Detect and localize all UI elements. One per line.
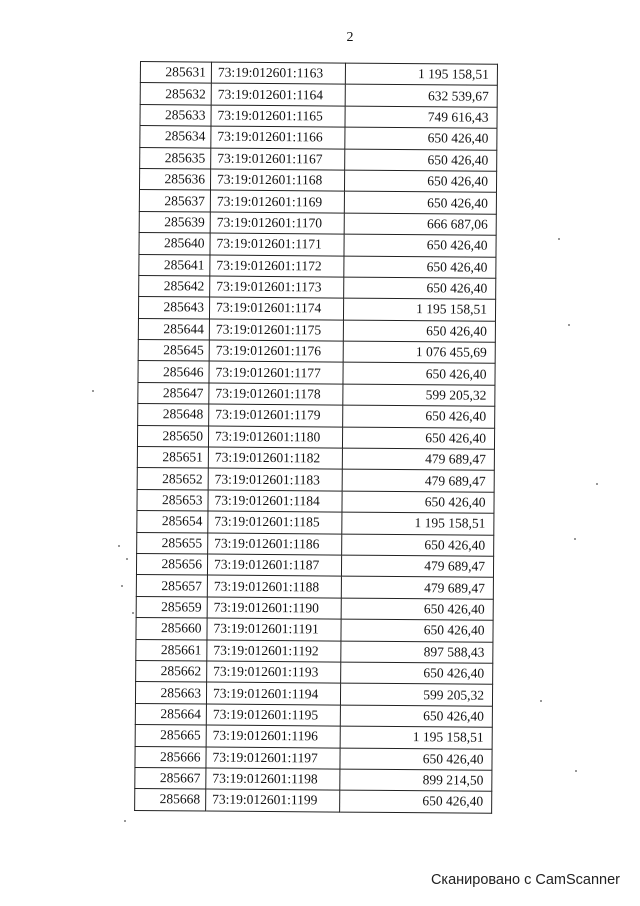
cadastral-number-cell: 73:19:012601:1197 bbox=[206, 747, 340, 769]
row-number-cell: 285656 bbox=[136, 553, 207, 575]
scan-speck bbox=[118, 545, 120, 547]
row-number-cell: 285662 bbox=[136, 660, 207, 682]
table-row bbox=[138, 361, 495, 385]
cadastral-number-cell: 73:19:012601:1176 bbox=[209, 340, 343, 362]
cadastral-value-cell: 650 426,40 bbox=[345, 127, 497, 150]
row-number-cell: 285661 bbox=[136, 639, 207, 661]
cadastral-number-cell: 73:19:012601:1163 bbox=[211, 62, 345, 84]
row-number-cell: 285636 bbox=[139, 168, 210, 190]
table-row bbox=[136, 596, 493, 620]
cadastral-number-cell: 73:19:012601:1199 bbox=[206, 789, 340, 811]
table-row bbox=[135, 789, 492, 813]
row-number-cell: 285665 bbox=[135, 725, 206, 747]
cadastral-value-cell: 479 689,47 bbox=[342, 470, 494, 493]
row-number-cell: 285645 bbox=[138, 340, 209, 362]
scan-speck bbox=[540, 700, 542, 702]
row-number-cell: 285642 bbox=[139, 275, 210, 297]
cadastral-number-cell: 73:19:012601:1168 bbox=[210, 169, 344, 191]
cadastral-number-cell: 73:19:012601:1198 bbox=[206, 768, 340, 790]
row-number-cell: 285635 bbox=[140, 147, 211, 169]
table-row bbox=[139, 254, 496, 278]
scan-speck bbox=[558, 238, 560, 240]
cadastral-number-cell: 73:19:012601:1175 bbox=[209, 319, 343, 341]
cadastral-value-cell: 479 689,47 bbox=[341, 576, 493, 599]
row-number-cell: 285633 bbox=[140, 104, 211, 126]
row-number-cell: 285652 bbox=[137, 468, 208, 490]
row-number-cell: 285640 bbox=[139, 233, 210, 255]
row-number-cell: 285651 bbox=[137, 447, 208, 469]
table-row bbox=[136, 553, 493, 577]
cadastral-value-cell: 650 426,40 bbox=[343, 363, 495, 386]
cadastral-number-cell: 73:19:012601:1169 bbox=[210, 190, 344, 212]
cadastral-value-cell: 650 426,40 bbox=[342, 427, 494, 450]
table-row bbox=[139, 275, 496, 299]
cadastral-number-cell: 73:19:012601:1177 bbox=[209, 362, 343, 384]
cadastral-value-cell: 1 195 158,51 bbox=[343, 298, 495, 321]
cadastral-value-cell: 599 205,32 bbox=[340, 683, 492, 706]
cadastral-value-cell: 479 689,47 bbox=[341, 555, 493, 578]
cadastral-number-cell: 73:19:012601:1166 bbox=[211, 126, 345, 148]
table-row bbox=[138, 382, 495, 406]
row-number-cell: 285644 bbox=[138, 318, 209, 340]
row-number-cell: 285631 bbox=[140, 62, 211, 84]
row-number-cell: 285648 bbox=[138, 404, 209, 426]
table-row bbox=[140, 126, 497, 150]
table-row bbox=[140, 104, 497, 128]
cadastral-value-cell: 650 426,40 bbox=[344, 170, 496, 193]
scan-speck bbox=[568, 324, 570, 326]
cadastral-value-cell: 650 426,40 bbox=[344, 191, 496, 214]
cadastral-number-cell: 73:19:012601:1194 bbox=[206, 682, 340, 704]
table-row bbox=[136, 639, 493, 663]
cadastral-value-cell: 1 195 158,51 bbox=[340, 726, 492, 749]
table-row bbox=[137, 447, 494, 471]
table-row bbox=[137, 489, 494, 513]
cadastral-value-cell: 650 426,40 bbox=[343, 405, 495, 428]
row-number-cell: 285647 bbox=[138, 382, 209, 404]
table-row bbox=[135, 767, 492, 791]
table-row bbox=[139, 168, 496, 192]
row-number-cell: 285659 bbox=[136, 596, 207, 618]
page-number: 2 bbox=[346, 30, 354, 45]
cadastral-number-cell: 73:19:012601:1196 bbox=[206, 725, 340, 747]
table-row bbox=[139, 211, 496, 235]
table-row bbox=[138, 297, 495, 321]
cadastral-value-cell: 1 195 158,51 bbox=[345, 63, 497, 86]
cadastral-number-cell: 73:19:012601:1170 bbox=[210, 212, 344, 234]
row-number-cell: 285667 bbox=[135, 767, 206, 789]
cadastral-value-cell: 1 195 158,51 bbox=[342, 512, 494, 535]
cadastral-value-cell: 650 426,40 bbox=[342, 491, 494, 514]
cadastral-value-cell: 650 426,40 bbox=[341, 598, 493, 621]
scan-speck bbox=[596, 483, 598, 485]
row-number-cell: 285668 bbox=[135, 789, 206, 811]
table-row bbox=[135, 703, 492, 727]
cadastral-number-cell: 73:19:012601:1171 bbox=[210, 233, 344, 255]
row-number-cell: 285653 bbox=[137, 489, 208, 511]
cadastral-number-cell: 73:19:012601:1184 bbox=[208, 490, 342, 512]
scan-speck bbox=[121, 585, 123, 587]
cadastral-value-cell: 650 426,40 bbox=[340, 705, 492, 728]
row-number-cell: 285657 bbox=[136, 575, 207, 597]
scan-speck bbox=[132, 612, 134, 614]
row-number-cell: 285641 bbox=[139, 254, 210, 276]
cadastral-number-cell: 73:19:012601:1188 bbox=[207, 575, 341, 597]
row-number-cell: 285663 bbox=[135, 682, 206, 704]
row-number-cell: 285634 bbox=[140, 126, 211, 148]
cadastral-value-cell: 650 426,40 bbox=[341, 662, 493, 685]
cadastral-value-cell: 899 214,50 bbox=[340, 769, 492, 792]
cadastral-number-cell: 73:19:012601:1182 bbox=[208, 447, 342, 469]
row-number-cell: 285664 bbox=[135, 703, 206, 725]
table-body bbox=[135, 62, 498, 813]
row-number-cell: 285650 bbox=[137, 425, 208, 447]
table-row bbox=[137, 425, 494, 449]
table-row bbox=[140, 147, 497, 171]
cadastral-number-cell: 73:19:012601:1193 bbox=[207, 661, 341, 683]
table-row bbox=[138, 318, 495, 342]
row-number-cell: 285654 bbox=[137, 511, 208, 533]
cadastral-value-cell: 650 426,40 bbox=[344, 256, 496, 279]
cadastral-number-cell: 73:19:012601:1172 bbox=[210, 255, 344, 277]
cadastral-value-cell: 479 689,47 bbox=[342, 448, 494, 471]
table-row bbox=[135, 746, 492, 770]
row-number-cell: 285666 bbox=[135, 746, 206, 768]
row-number-cell: 285655 bbox=[137, 532, 208, 554]
cadastral-value-cell: 650 426,40 bbox=[345, 149, 497, 172]
scan-speck bbox=[126, 558, 128, 560]
cadastral-value-cell: 650 426,40 bbox=[340, 790, 492, 813]
table-row bbox=[135, 725, 492, 749]
cadastral-number-cell: 73:19:012601:1164 bbox=[211, 83, 345, 105]
scan-speck bbox=[575, 770, 577, 772]
cadastral-value-cell: 1 076 455,69 bbox=[343, 341, 495, 364]
row-number-cell: 285637 bbox=[139, 190, 210, 212]
cadastral-number-cell: 73:19:012601:1173 bbox=[210, 276, 344, 298]
cadastral-value-cell: 897 588,43 bbox=[341, 641, 493, 664]
camscanner-watermark: Сканировано с CamScanner bbox=[430, 872, 620, 888]
cadastral-value-cell: 650 426,40 bbox=[342, 534, 494, 557]
cadastral-number-cell: 73:19:012601:1192 bbox=[207, 640, 341, 662]
cadastral-number-cell: 73:19:012601:1180 bbox=[208, 426, 342, 448]
cadastral-number-cell: 73:19:012601:1186 bbox=[208, 533, 342, 555]
cadastral-number-cell: 73:19:012601:1167 bbox=[211, 148, 345, 170]
row-number-cell: 285632 bbox=[140, 83, 211, 105]
row-number-cell: 285646 bbox=[138, 361, 209, 383]
table-row bbox=[138, 340, 495, 364]
table-row bbox=[139, 233, 496, 257]
cadastral-number-cell: 73:19:012601:1165 bbox=[211, 105, 345, 127]
cadastral-value-cell: 666 687,06 bbox=[344, 213, 496, 236]
table-row bbox=[140, 83, 497, 107]
cadastral-value-cell: 749 616,43 bbox=[345, 106, 497, 129]
cadastral-value-cell: 650 426,40 bbox=[344, 234, 496, 257]
row-number-cell: 285643 bbox=[138, 297, 209, 319]
cadastral-value-cell: 650 426,40 bbox=[340, 748, 492, 771]
cadastral-value-cell: 632 539,67 bbox=[345, 85, 497, 108]
cadastral-value-cell: 650 426,40 bbox=[344, 277, 496, 300]
cadastral-number-cell: 73:19:012601:1195 bbox=[206, 704, 340, 726]
cadastral-number-cell: 73:19:012601:1178 bbox=[209, 383, 343, 405]
table-row bbox=[138, 404, 495, 428]
cadastral-number-cell: 73:19:012601:1185 bbox=[208, 511, 342, 533]
cadastral-value-cell: 650 426,40 bbox=[341, 619, 493, 642]
table-row bbox=[135, 682, 492, 706]
cadastral-number-cell: 73:19:012601:1174 bbox=[209, 297, 343, 319]
row-number-cell: 285660 bbox=[136, 618, 207, 640]
table-row bbox=[137, 511, 494, 535]
cadastral-number-cell: 73:19:012601:1183 bbox=[208, 468, 342, 490]
scan-speck bbox=[574, 538, 576, 540]
cadastral-number-cell: 73:19:012601:1191 bbox=[207, 618, 341, 640]
table-row bbox=[136, 660, 493, 684]
row-number-cell: 285639 bbox=[139, 211, 210, 233]
table-row bbox=[140, 62, 497, 86]
scan-speck bbox=[92, 390, 94, 392]
table-row bbox=[137, 468, 494, 492]
table-row bbox=[139, 190, 496, 214]
cadastral-value-cell: 650 426,40 bbox=[343, 320, 495, 343]
cadastral-value-table bbox=[134, 61, 498, 813]
table-row bbox=[137, 532, 494, 556]
cadastral-value-cell: 599 205,32 bbox=[343, 384, 495, 407]
table-row bbox=[136, 575, 493, 599]
cadastral-number-cell: 73:19:012601:1179 bbox=[209, 404, 343, 426]
scan-speck bbox=[124, 820, 126, 822]
table-row bbox=[136, 618, 493, 642]
cadastral-number-cell: 73:19:012601:1190 bbox=[207, 597, 341, 619]
cadastral-number-cell: 73:19:012601:1187 bbox=[207, 554, 341, 576]
